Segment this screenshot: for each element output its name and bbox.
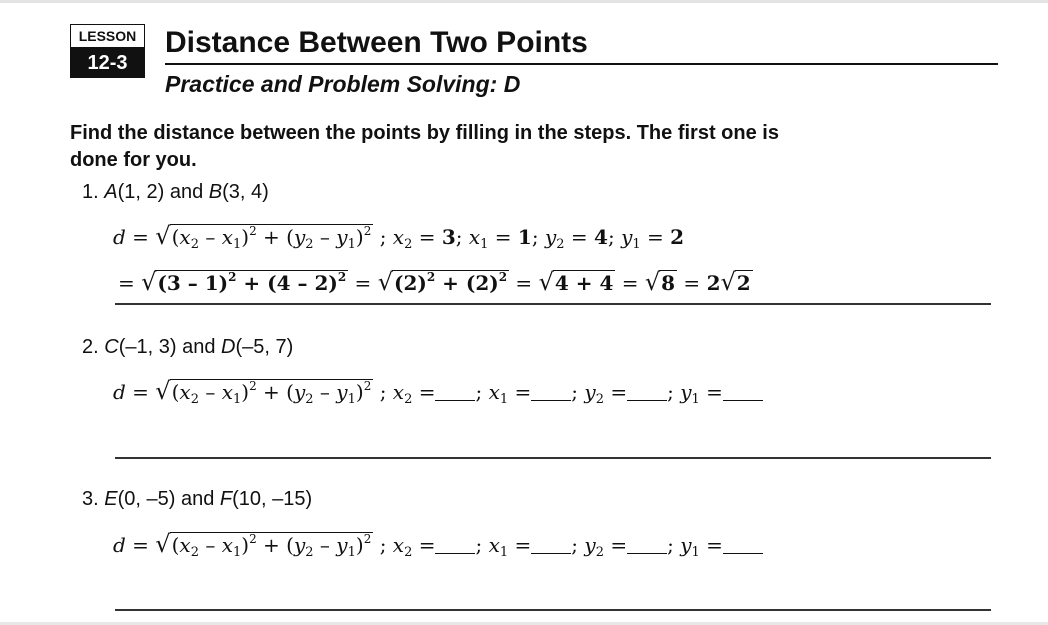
answer-line-1 xyxy=(115,303,991,305)
point-1-coords: (1, 2) xyxy=(117,181,165,203)
lesson-number: 12-3 xyxy=(70,48,145,78)
x1-value: 1 xyxy=(517,225,532,249)
problem-3-label xyxy=(82,488,312,511)
x1-blank[interactable] xyxy=(531,384,571,401)
point-1-name: C xyxy=(104,336,119,358)
problem-2-formula: d = √ $(x_2 - x_1)^2 + (y_2 - y_1)^2$ ; $x_2$ = ; $x_1$ = ; $y_2$ = ; $y_1$ = xyxy=(113,379,763,404)
answer-line-2[interactable] xyxy=(115,457,991,459)
problem-number: 3. xyxy=(82,488,99,510)
and-word: and xyxy=(169,181,204,203)
step-y-simplified: (2) xyxy=(465,271,499,295)
x2-blank[interactable] xyxy=(435,537,475,554)
point-1-coords: (–1, 3) xyxy=(118,336,177,358)
and-word: and xyxy=(180,488,215,510)
x1-blank[interactable] xyxy=(531,537,571,554)
step-x-simplified: (2) xyxy=(393,271,427,295)
y1-value: 2 xyxy=(670,225,685,249)
step-total: 8 xyxy=(661,271,676,295)
page-title: Distance Between Two Points xyxy=(165,26,588,59)
step-sum: 4 + 4 xyxy=(554,271,614,295)
x2-blank[interactable] xyxy=(435,384,475,401)
y1-blank[interactable] xyxy=(723,384,763,401)
problem-3-formula: d = √ $(x_2 - x_1)^2 + (y_2 - y_1)^2$ ; $x_2$ = ; $x_1$ = ; $y_2$ = ; $y_1$ = xyxy=(113,532,763,557)
page-subtitle: Practice and Problem Solving: D xyxy=(165,71,521,97)
point-2-coords: (–5, 7) xyxy=(235,336,294,358)
point-1-coords: (0, –5) xyxy=(117,488,176,510)
problem-2-label xyxy=(82,336,293,359)
point-2-coords: (10, –15) xyxy=(232,488,313,510)
point-2-name: F xyxy=(219,488,233,510)
point-2-name: B xyxy=(208,181,223,203)
step-y-diff: (4 – 2) xyxy=(267,271,338,295)
top-border xyxy=(0,0,1048,3)
result-coefficient: 2 xyxy=(706,271,721,295)
title-divider xyxy=(165,63,998,65)
and-word: and xyxy=(182,336,216,358)
problem-1-formula: d = √ $(x_2 - x_1)^2 + (y_2 - y_1)^2$ ; $x_2 = 3$; $x_1 = 1$; $y_2 = 4$; $y_1 = 2$ xyxy=(113,222,685,252)
instructions: Find the distance between the points by filling in the steps. The first one is done for you. xyxy=(70,122,779,171)
lesson-label: LESSON xyxy=(70,24,145,48)
x2-value: 3 xyxy=(441,225,456,249)
point-1-name: A xyxy=(104,181,118,203)
y1-blank[interactable] xyxy=(723,537,763,554)
y2-value: 4 xyxy=(594,225,608,249)
problem-1-work: = √ (3 – 1)$^2$ + (4 – 2)$^2$ = √ $(2)^2 + (2)^2$ = √ 4 + 4 = √ 8 = 2 √ 2 xyxy=(118,268,751,296)
answer-line-3[interactable] xyxy=(115,609,991,611)
problem-number: 2. xyxy=(82,336,99,358)
problem-number: 1. xyxy=(82,181,99,203)
y2-blank[interactable] xyxy=(627,537,667,554)
point-1-name: E xyxy=(104,488,118,510)
point-2-coords: (3, 4) xyxy=(222,181,269,203)
point-2-name: D xyxy=(221,336,236,358)
lesson-badge xyxy=(70,24,145,78)
step-x-diff: (3 – 1) xyxy=(157,271,229,295)
y2-blank[interactable] xyxy=(627,384,667,401)
problem-1-label xyxy=(82,181,269,204)
